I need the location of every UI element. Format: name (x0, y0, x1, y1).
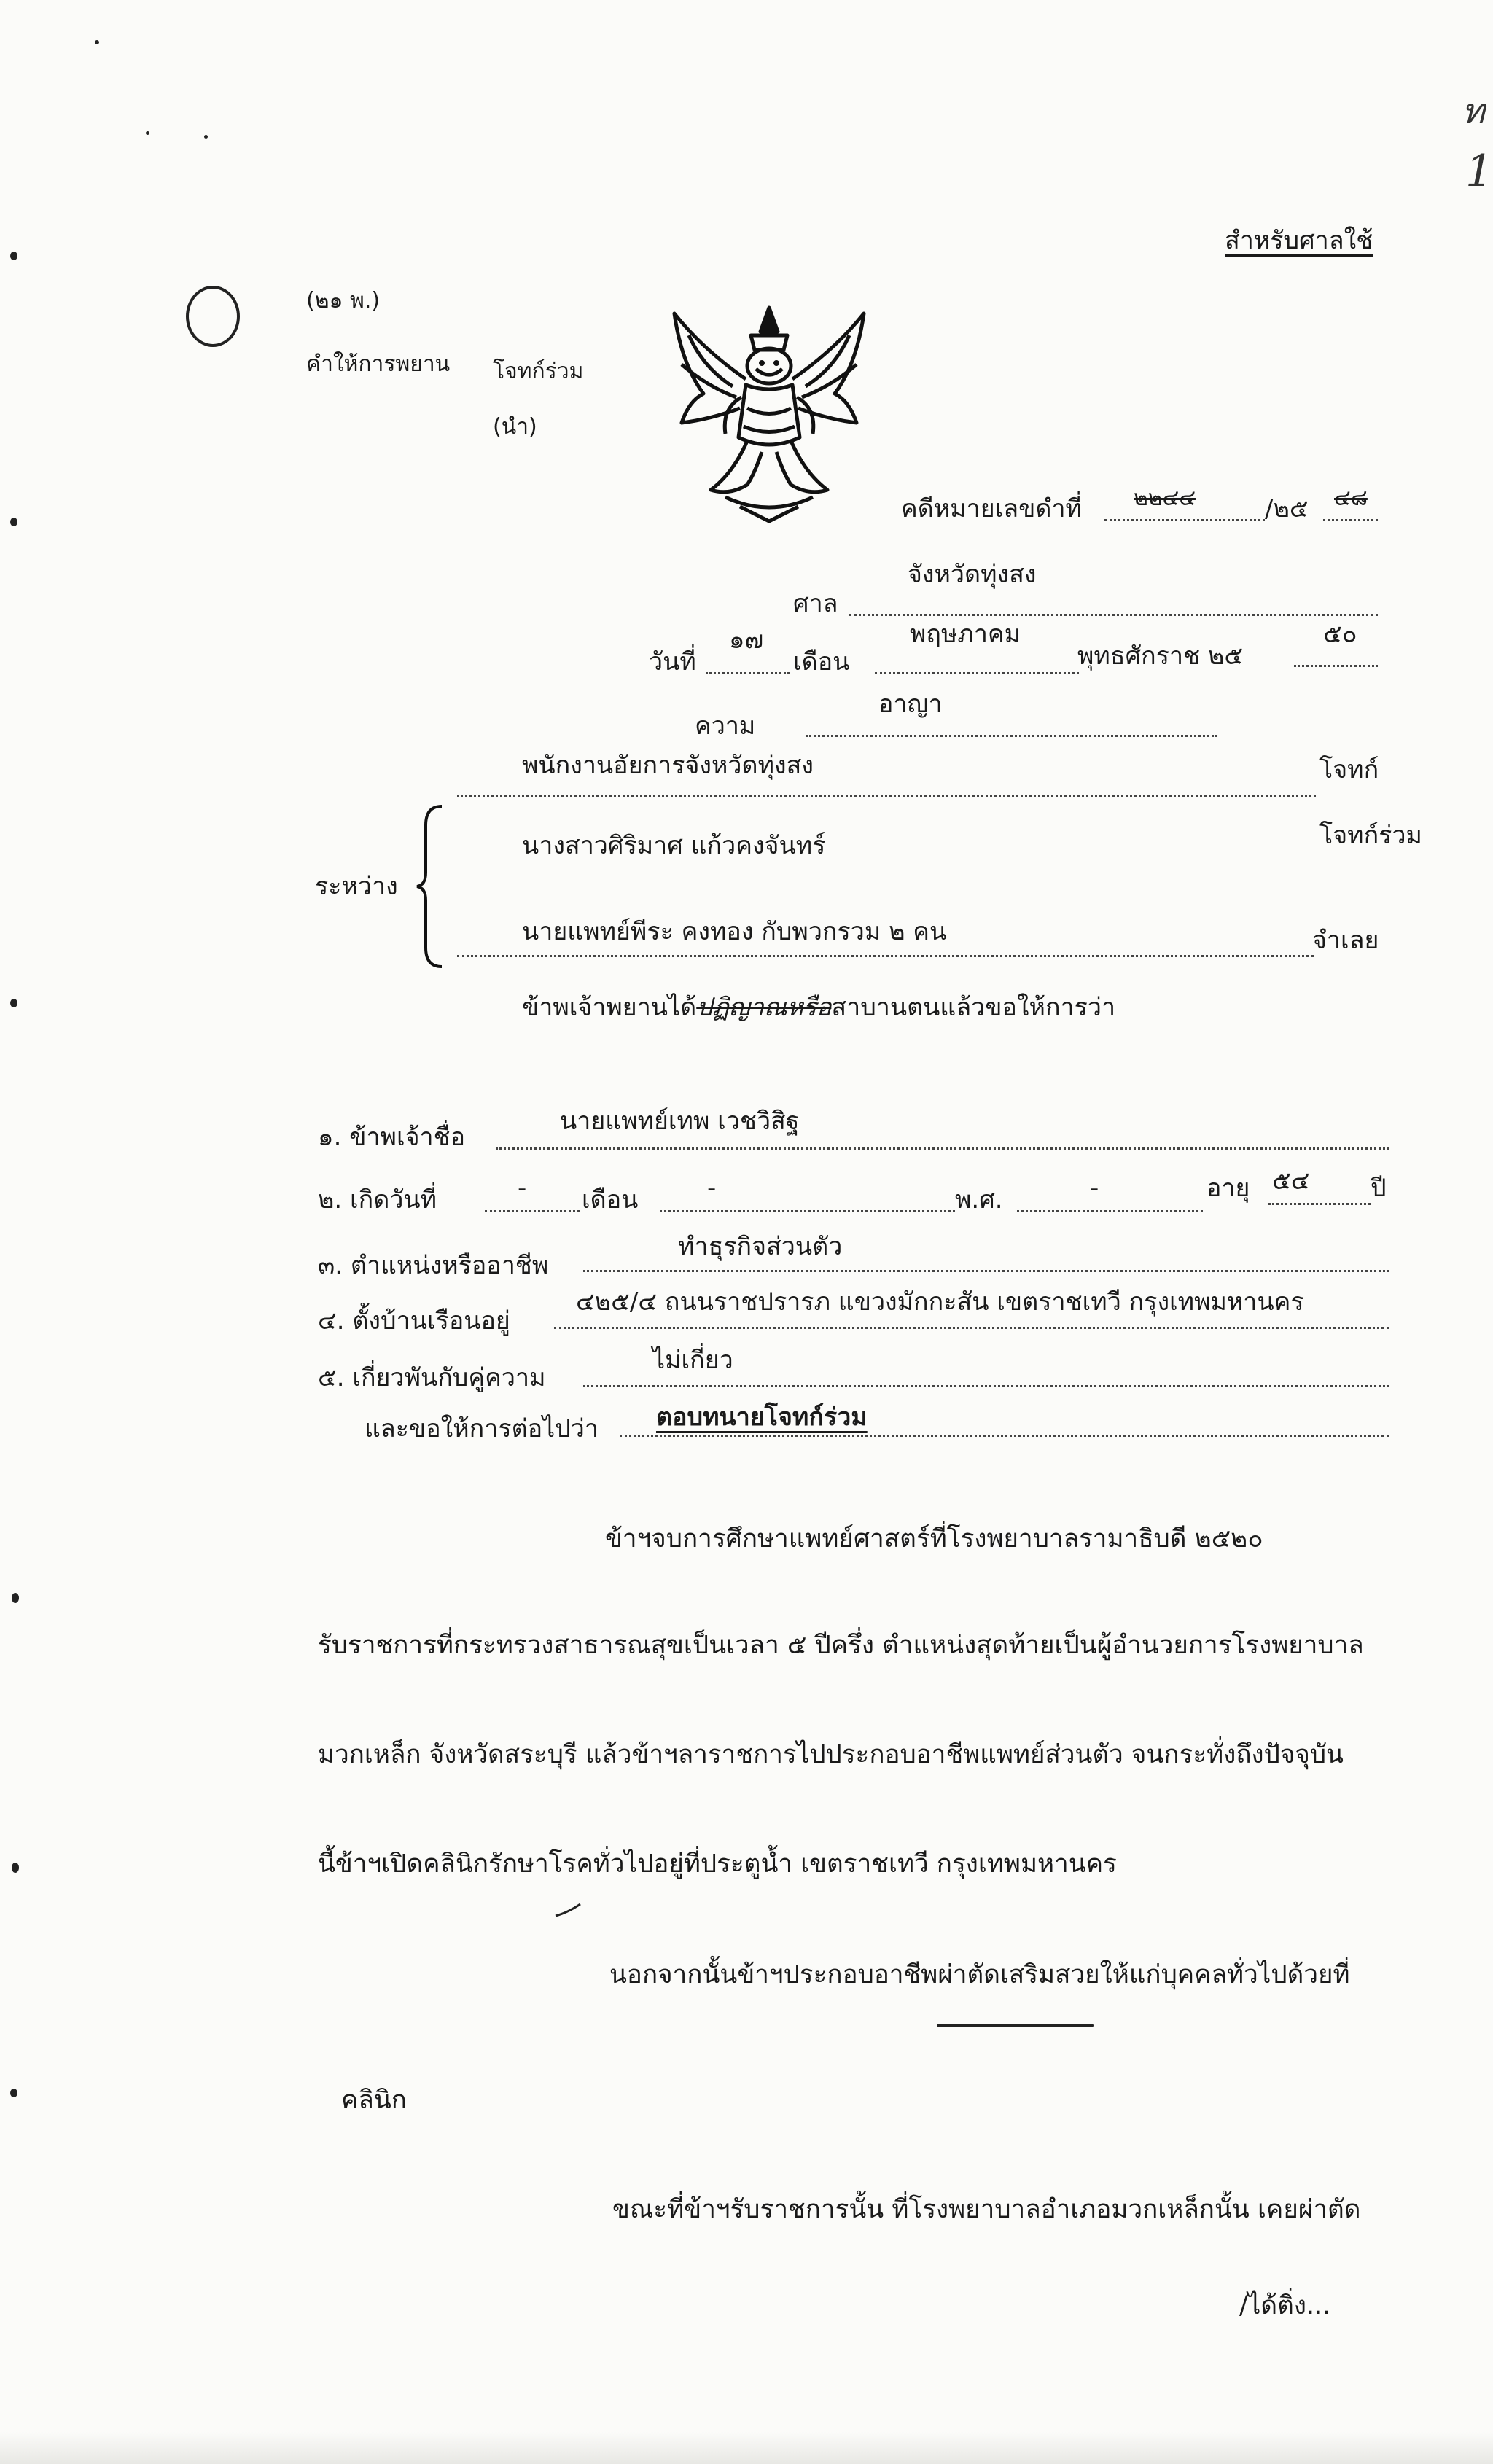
form-title: คำให้การพยาน (306, 351, 451, 377)
continued-marker: /ได้ติ่ง... (1239, 2291, 1331, 2320)
date-month-dots (875, 672, 1079, 674)
court-value: จังหวัดทุ่งสง (908, 560, 1037, 589)
statement-p3-line1: ขณะที่ข้าฯรับราชการนั้น ที่โรงพยาบาลอำเภอมวกเหล็กนั้น เคยผ่าตัด (612, 2195, 1361, 2224)
name-dots (496, 1147, 1389, 1150)
age-dots (1268, 1203, 1371, 1205)
age-label: อายุ (1207, 1174, 1250, 1203)
scan-speck (10, 252, 17, 260)
date-month-value: พฤษภาคม (910, 620, 1021, 649)
case-number-dots (1104, 519, 1265, 521)
birth-year-label: พ.ศ. (955, 1185, 1003, 1215)
name-value: นายแพทย์เทพ เวชวิสิฐ (560, 1107, 800, 1136)
case-year-dots (1323, 519, 1378, 521)
relation-dots (583, 1385, 1389, 1387)
form-party: โจทก์ร่วม (493, 359, 584, 384)
statement-p1-line4: นี้ข้าฯเปิดคลินิกรักษาโรคทั่วไปอยู่ที่ประตูน้ำ เขตราชเทวี กรุงเทพมหานคร (318, 1849, 1117, 1879)
case-year-prefix: /๒๕ (1265, 494, 1309, 523)
parties-brace (416, 803, 445, 970)
date-day-dots (706, 672, 790, 674)
case-number-value: ๒๒๔๔ (1134, 486, 1196, 511)
scan-speck (12, 1863, 19, 1873)
date-month-label: เดือน (793, 647, 850, 677)
birth-year-dots (1017, 1210, 1203, 1212)
corner-mark-bottom: 1 (1465, 146, 1493, 197)
statement-p2-line1: นอกจากนั้นข้าฯประกอบอาชีพผ่าตัดเสริมสวยให้แก่บุคคลทั่วไปด้วยที่ (609, 1960, 1350, 1989)
birth-year-value: - (1090, 1174, 1099, 1203)
birth-month-label: เดือน (582, 1185, 639, 1215)
statement-p1-line3: มวกเหล็ก จังหวัดสระบุรี แล้วข้าฯลาราชการไปประกอบอาชีพแพทย์ส่วนตัว จนกระทั่งถึงปัจจุบัน (318, 1740, 1344, 1769)
plaintiff-name: พนักงานอัยการจังหวัดทุ่งสง (522, 751, 814, 780)
relation-label: ๕. เกี่ยวพันกับคู่ความ (318, 1363, 546, 1392)
oath-suffix: สาบานตนแล้วขอให้การว่า (831, 993, 1116, 1022)
defendant-dots (457, 955, 1314, 957)
date-year-label: พุทธศักราช ๒๕ (1077, 642, 1244, 671)
continue-value: ตอบทนายโจทก์ร่วม (656, 1403, 868, 1432)
scan-speck (10, 2089, 17, 2097)
scan-speck (10, 518, 17, 526)
co-plaintiff-name: นางสาวศิริมาศ แก้วคงจันทร์ (522, 831, 826, 860)
pen-underline (937, 2024, 1094, 2027)
court-dots (849, 614, 1378, 616)
between-label: ระหว่าง (315, 872, 398, 901)
co-plaintiff-role: โจทก์ร่วม (1319, 821, 1422, 850)
oath-struck: ปฏิญาณหรือ (696, 993, 832, 1022)
garuda-emblem (660, 299, 878, 525)
occupation-value: ทำธุรกิจส่วนตัว (678, 1232, 843, 1261)
form-code: (๒๑ พ.) (306, 288, 381, 313)
defendant-role: จำเลย (1312, 926, 1379, 955)
date-day-value: ๑๗ (729, 625, 764, 655)
age-unit: ปี (1371, 1174, 1387, 1203)
birth-day-value: - (518, 1174, 527, 1203)
court-label: ศาล (793, 589, 838, 618)
birth-month-dots (660, 1210, 955, 1212)
statement-p1-line1: ข้าฯจบการศึกษาแพทย์ศาสตร์ที่โรงพยาบาลรามาธิบดี ๒๕๒๐ (605, 1524, 1263, 1553)
birth-day-dots (485, 1210, 580, 1212)
date-year-dots (1294, 665, 1378, 667)
court-use-label: สำหรับศาลใช้ (1225, 226, 1373, 255)
pen-tick (554, 1903, 583, 1917)
address-label: ๔. ตั้งบ้านเรือนอยู่ (318, 1306, 510, 1336)
address-dots (554, 1327, 1389, 1329)
statement-p1-line2: รับราชการที่กระทรวงสาธารณสุขเป็นเวลา ๕ ปีครึ่ง ตำแหน่งสุดท้ายเป็นผู้อำนวยการโรงพยาบาล (318, 1631, 1364, 1660)
matter-value: อาญา (878, 690, 943, 719)
page-bottom-edge (0, 2432, 1493, 2464)
occupation-dots (583, 1270, 1389, 1272)
plaintiff-dots (457, 795, 1316, 797)
continue-dots (620, 1435, 1389, 1437)
corner-mark-top: ท (1462, 91, 1485, 132)
continue-label: และขอให้การต่อไปว่า (365, 1414, 599, 1443)
date-day-label: วันที่ (649, 647, 696, 677)
name-label: ๑. ข้าพเจ้าชื่อ (318, 1123, 466, 1152)
oath-line (522, 993, 1115, 1022)
occupation-label: ๓. ตำแหน่งหรืออาชีพ (318, 1251, 549, 1280)
scan-speck (12, 1593, 19, 1603)
matter-dots (806, 735, 1217, 737)
birth-label: ๒. เกิดวันที่ (318, 1185, 437, 1215)
statement-p2-line2: คลินิก (341, 2086, 407, 2115)
date-year-suffix: ๕๐ (1323, 620, 1357, 649)
relation-value: ไม่เกี่ยว (652, 1346, 733, 1375)
punch-hole (186, 286, 240, 347)
defendant-name: นายแพทย์พีระ คงทอง กับพวกรวม ๒ คน (522, 917, 947, 946)
birth-month-value: - (707, 1174, 717, 1203)
scan-speck (95, 40, 99, 44)
case-number-label: คดีหมายเลขดำที่ (901, 494, 1082, 523)
address-value: ๔๒๕/๔ ถนนราชปรารภ แขวงมักกะสัน เขตราชเทวี กรุงเทพมหานคร (576, 1287, 1304, 1317)
scan-speck (146, 131, 149, 135)
matter-label: ความ (695, 711, 756, 741)
scan-speck (204, 135, 208, 139)
age-value: ๕๔ (1272, 1166, 1310, 1196)
scan-speck (10, 999, 17, 1007)
case-year-suffix: ๔๘ (1334, 486, 1368, 511)
oath-prefix: ข้าพเจ้าพยานได้ (522, 993, 697, 1022)
plaintiff-role: โจทก์ (1319, 755, 1379, 784)
form-lead: (นำ) (493, 414, 537, 440)
